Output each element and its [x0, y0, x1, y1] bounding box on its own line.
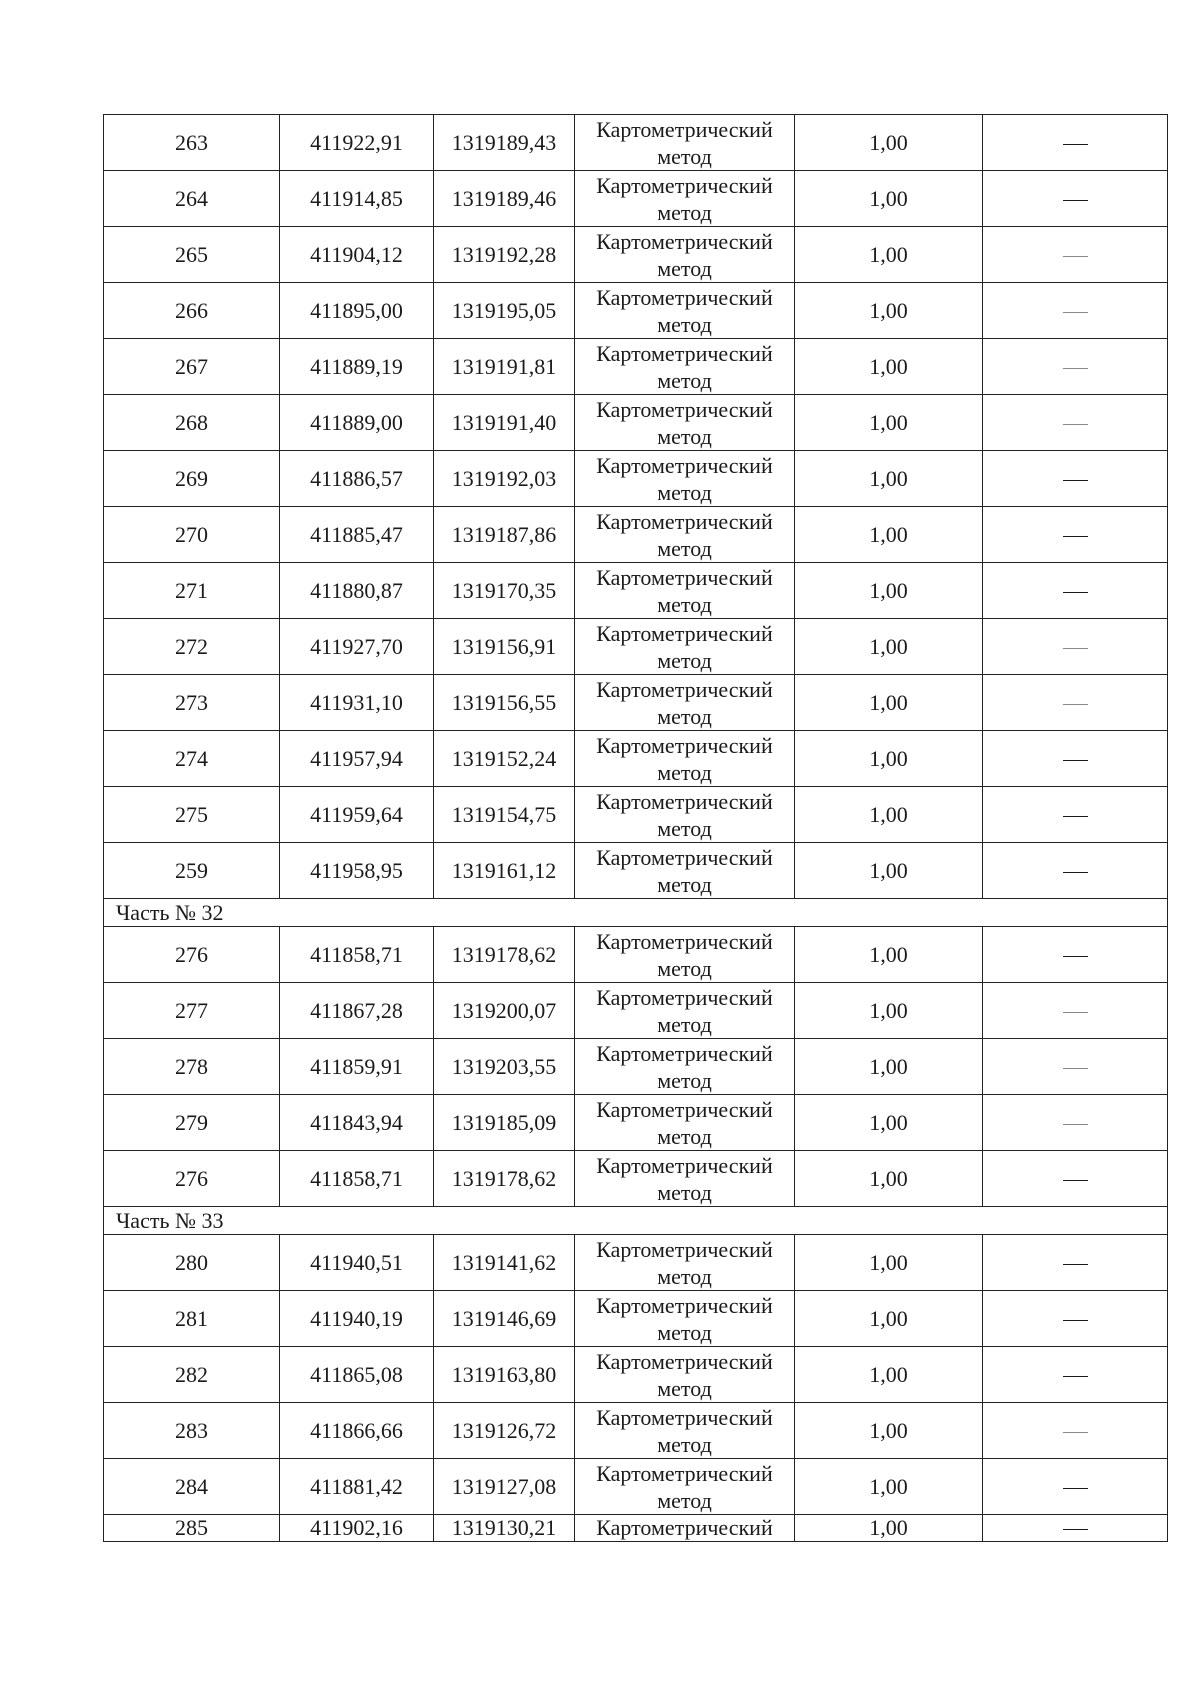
table-row	[104, 339, 1168, 395]
description-cell	[983, 1235, 1168, 1291]
x-coordinate-cell: 411958,95	[280, 843, 434, 899]
description-cell	[983, 563, 1168, 619]
point-number-cell: 278	[104, 1039, 280, 1095]
method-line-1: Картометрический	[596, 620, 773, 646]
method-line-2: метод	[657, 535, 712, 561]
description-cell	[983, 787, 1168, 843]
point-number-cell: 266	[104, 283, 280, 339]
dash-mark	[1063, 1320, 1088, 1321]
x-coordinate-cell: 411940,19	[280, 1291, 434, 1347]
method-line-2: метод	[657, 647, 712, 673]
table-row	[104, 1095, 1168, 1151]
accuracy-cell: 1,00	[795, 227, 983, 283]
accuracy-cell: 1,00	[795, 1151, 983, 1207]
table-row	[104, 1291, 1168, 1347]
x-coordinate-cell: 411858,71	[280, 927, 434, 983]
accuracy-cell: 1,00	[795, 675, 983, 731]
method-cell	[575, 451, 795, 507]
method-line-1: Картометрический	[596, 116, 773, 142]
description-cell	[983, 1291, 1168, 1347]
accuracy-cell: 1,00	[795, 171, 983, 227]
point-number-cell: 283	[104, 1403, 280, 1459]
section-header-row	[104, 899, 1168, 927]
method-line-1: Картометрический	[596, 1152, 773, 1178]
method-line-1: Картометрический	[596, 676, 773, 702]
x-coordinate-cell: 411889,00	[280, 395, 434, 451]
accuracy-cell: 1,00	[795, 451, 983, 507]
method-line-2: метод	[657, 1179, 712, 1205]
x-coordinate-cell: 411889,19	[280, 339, 434, 395]
description-cell	[983, 1095, 1168, 1151]
accuracy-cell: 1,00	[795, 1459, 983, 1515]
table-row	[104, 787, 1168, 843]
method-line-1: Картометрический	[596, 844, 773, 870]
y-coordinate-cell: 1319185,09	[434, 1095, 575, 1151]
method-line-1: Картометрический	[596, 508, 773, 534]
table-row	[104, 1347, 1168, 1403]
x-coordinate-cell: 411858,71	[280, 1151, 434, 1207]
method-line-2: метод	[657, 1011, 712, 1037]
description-cell	[983, 1403, 1168, 1459]
method-cell	[575, 395, 795, 451]
point-number-cell: 280	[104, 1235, 280, 1291]
table-row	[104, 619, 1168, 675]
point-number-cell: 267	[104, 339, 280, 395]
method-line-2: метод	[657, 759, 712, 785]
point-number-cell: 281	[104, 1291, 280, 1347]
point-number-cell: 270	[104, 507, 280, 563]
y-coordinate-cell: 1319195,05	[434, 283, 575, 339]
y-coordinate-cell: 1319189,43	[434, 115, 575, 171]
accuracy-cell: 1,00	[795, 927, 983, 983]
method-line-2: метод	[657, 591, 712, 617]
coordinates-table	[103, 114, 1168, 1542]
y-coordinate-cell: 1319203,55	[434, 1039, 575, 1095]
accuracy-cell: 1,00	[795, 1291, 983, 1347]
y-coordinate-cell: 1319156,91	[434, 619, 575, 675]
method-line-2: метод	[657, 1487, 712, 1513]
method-cell	[575, 563, 795, 619]
method-cell	[575, 115, 795, 171]
y-coordinate-cell: 1319146,69	[434, 1291, 575, 1347]
method-line-1: Картометрический	[596, 1292, 773, 1318]
point-number-cell: 264	[104, 171, 280, 227]
description-cell	[983, 171, 1168, 227]
point-number-cell: 272	[104, 619, 280, 675]
method-line-2: метод	[657, 1375, 712, 1401]
table-row	[104, 1151, 1168, 1207]
dash-mark	[1063, 480, 1088, 481]
x-coordinate-cell: 411931,10	[280, 675, 434, 731]
x-coordinate-cell: 411914,85	[280, 171, 434, 227]
table-row	[104, 451, 1168, 507]
method-line-1: Картометрический	[596, 1348, 773, 1374]
method-line-2: метод	[657, 1123, 712, 1149]
description-cell	[983, 507, 1168, 563]
dash-mark	[1063, 956, 1088, 957]
method-line-1: Картометрический	[596, 452, 773, 478]
description-cell	[983, 1459, 1168, 1515]
dash-mark	[1063, 144, 1088, 145]
description-cell	[983, 1347, 1168, 1403]
method-line-2: метод	[657, 423, 712, 449]
method-cell	[575, 1235, 795, 1291]
x-coordinate-cell: 411880,87	[280, 563, 434, 619]
method-cell	[575, 227, 795, 283]
method-cell	[575, 1095, 795, 1151]
method-cell	[575, 507, 795, 563]
y-coordinate-cell: 1319156,55	[434, 675, 575, 731]
dash-mark	[1063, 200, 1088, 201]
accuracy-cell: 1,00	[795, 619, 983, 675]
accuracy-cell: 1,00	[795, 1039, 983, 1095]
description-cell	[983, 115, 1168, 171]
description-cell	[983, 339, 1168, 395]
method-cell	[575, 283, 795, 339]
y-coordinate-cell: 1319154,75	[434, 787, 575, 843]
y-coordinate-cell: 1319141,62	[434, 1235, 575, 1291]
accuracy-cell: 1,00	[795, 395, 983, 451]
method-cell	[575, 675, 795, 731]
method-line-2: метод	[657, 703, 712, 729]
table-row	[104, 283, 1168, 339]
accuracy-cell: 1,00	[795, 1347, 983, 1403]
method-line-1: Картометрический	[596, 396, 773, 422]
table-row	[104, 115, 1168, 171]
point-number-cell: 268	[104, 395, 280, 451]
method-cell	[575, 927, 795, 983]
method-cell	[575, 843, 795, 899]
description-cell	[983, 843, 1168, 899]
method-cell	[575, 983, 795, 1039]
point-number-cell: 271	[104, 563, 280, 619]
description-cell	[983, 619, 1168, 675]
point-number-cell: 265	[104, 227, 280, 283]
dash-mark	[1063, 1376, 1088, 1377]
y-coordinate-cell: 1319192,03	[434, 451, 575, 507]
x-coordinate-cell: 411885,47	[280, 507, 434, 563]
section-label: Часть № 32	[104, 899, 1168, 927]
method-line-2: метод	[657, 1067, 712, 1093]
table-row	[104, 675, 1168, 731]
x-coordinate-cell: 411957,94	[280, 731, 434, 787]
accuracy-cell: 1,00	[795, 1095, 983, 1151]
y-coordinate-cell: 1319191,40	[434, 395, 575, 451]
table-row	[104, 731, 1168, 787]
dash-mark	[1063, 1529, 1088, 1530]
description-cell	[983, 1039, 1168, 1095]
table-row	[104, 843, 1168, 899]
description-cell	[983, 927, 1168, 983]
method-line-2: метод	[657, 367, 712, 393]
coordinates-table-body	[104, 115, 1168, 1542]
x-coordinate-cell: 411886,57	[280, 451, 434, 507]
x-coordinate-cell: 411843,94	[280, 1095, 434, 1151]
method-cell	[575, 1151, 795, 1207]
y-coordinate-cell: 1319191,81	[434, 339, 575, 395]
y-coordinate-cell: 1319127,08	[434, 1459, 575, 1515]
method-line-1: Картометрический	[596, 1236, 773, 1262]
section-label: Часть № 33	[104, 1207, 1168, 1235]
method-cell	[575, 1459, 795, 1515]
table-row	[104, 1235, 1168, 1291]
y-coordinate-cell: 1319170,35	[434, 563, 575, 619]
description-cell	[983, 1515, 1168, 1542]
method-line-2: метод	[657, 199, 712, 225]
table-row	[104, 1459, 1168, 1515]
accuracy-cell: 1,00	[795, 983, 983, 1039]
dash-mark	[1063, 536, 1088, 537]
method-line-2: метод	[657, 479, 712, 505]
method-line-2: метод	[657, 955, 712, 981]
table-row	[104, 227, 1168, 283]
method-line-1: Картометрический	[596, 172, 773, 198]
dash-mark	[1063, 1264, 1088, 1265]
y-coordinate-cell: 1319200,07	[434, 983, 575, 1039]
description-cell	[983, 983, 1168, 1039]
dash-mark	[1063, 424, 1088, 425]
description-cell	[983, 731, 1168, 787]
method-line-1: Картометрический	[596, 732, 773, 758]
description-cell	[983, 283, 1168, 339]
method-line-1: Картометрический	[596, 1096, 773, 1122]
y-coordinate-cell: 1319163,80	[434, 1347, 575, 1403]
dash-mark	[1063, 256, 1088, 257]
accuracy-cell: 1,00	[795, 843, 983, 899]
y-coordinate-cell: 1319161,12	[434, 843, 575, 899]
section-header-row	[104, 1207, 1168, 1235]
point-number-cell: 275	[104, 787, 280, 843]
method-line-1: Картометрический	[596, 284, 773, 310]
table-row	[104, 171, 1168, 227]
method-line-2: метод	[657, 815, 712, 841]
y-coordinate-cell: 1319178,62	[434, 1151, 575, 1207]
y-coordinate-cell: 1319152,24	[434, 731, 575, 787]
accuracy-cell: 1,00	[795, 1235, 983, 1291]
description-cell	[983, 451, 1168, 507]
description-cell	[983, 395, 1168, 451]
method-line-2: метод	[657, 143, 712, 169]
point-number-cell: 284	[104, 1459, 280, 1515]
accuracy-cell: 1,00	[795, 283, 983, 339]
x-coordinate-cell: 411881,42	[280, 1459, 434, 1515]
dash-mark	[1063, 704, 1088, 705]
accuracy-cell: 1,00	[795, 115, 983, 171]
method-line-1: Картометрический	[596, 984, 773, 1010]
point-number-cell: 274	[104, 731, 280, 787]
y-coordinate-cell: 1319178,62	[434, 927, 575, 983]
point-number-cell: 276	[104, 927, 280, 983]
table-row	[104, 563, 1168, 619]
dash-mark	[1063, 1488, 1088, 1489]
dash-mark	[1063, 592, 1088, 593]
table-row	[104, 927, 1168, 983]
x-coordinate-cell: 411866,66	[280, 1403, 434, 1459]
method-line-2: метод	[657, 1263, 712, 1289]
dash-mark	[1063, 1012, 1088, 1013]
dash-mark	[1063, 1124, 1088, 1125]
method-line-2: метод	[657, 311, 712, 337]
point-number-cell: 263	[104, 115, 280, 171]
x-coordinate-cell: 411959,64	[280, 787, 434, 843]
method-cell	[575, 731, 795, 787]
table-row	[104, 1039, 1168, 1095]
x-coordinate-cell: 411867,28	[280, 983, 434, 1039]
accuracy-cell: 1,00	[795, 507, 983, 563]
dash-mark	[1063, 872, 1088, 873]
method-line-1: Картометрический	[596, 928, 773, 954]
x-coordinate-cell: 411902,16	[280, 1515, 434, 1542]
method-line-1: Картометрический	[596, 564, 773, 590]
method-line-1: Картометрический	[596, 1515, 773, 1540]
dash-mark	[1063, 816, 1088, 817]
x-coordinate-cell: 411904,12	[280, 227, 434, 283]
x-coordinate-cell: 411865,08	[280, 1347, 434, 1403]
y-coordinate-cell: 1319187,86	[434, 507, 575, 563]
method-line-1: Картометрический	[596, 788, 773, 814]
method-line-1: Картометрический	[596, 1040, 773, 1066]
accuracy-cell: 1,00	[795, 339, 983, 395]
description-cell	[983, 675, 1168, 731]
point-number-cell: 273	[104, 675, 280, 731]
table-row	[104, 1403, 1168, 1459]
y-coordinate-cell: 1319192,28	[434, 227, 575, 283]
method-line-2: метод	[657, 1319, 712, 1345]
method-cell	[575, 171, 795, 227]
point-number-cell: 285	[104, 1515, 280, 1542]
y-coordinate-cell: 1319130,21	[434, 1515, 575, 1542]
dash-mark	[1063, 1432, 1088, 1433]
table-row	[104, 983, 1168, 1039]
method-cell	[575, 1515, 795, 1542]
method-cell	[575, 619, 795, 675]
point-number-cell: 269	[104, 451, 280, 507]
x-coordinate-cell: 411895,00	[280, 283, 434, 339]
accuracy-cell: 1,00	[795, 731, 983, 787]
dash-mark	[1063, 312, 1088, 313]
method-line-2: метод	[657, 1431, 712, 1457]
accuracy-cell: 1,00	[795, 787, 983, 843]
dash-mark	[1063, 648, 1088, 649]
method-line-1: Картометрический	[596, 228, 773, 254]
point-number-cell: 259	[104, 843, 280, 899]
point-number-cell: 279	[104, 1095, 280, 1151]
point-number-cell: 277	[104, 983, 280, 1039]
accuracy-cell: 1,00	[795, 1515, 983, 1542]
method-cell	[575, 1347, 795, 1403]
dash-mark	[1063, 1180, 1088, 1181]
dash-mark	[1063, 368, 1088, 369]
dash-mark	[1063, 1068, 1088, 1069]
description-cell	[983, 227, 1168, 283]
method-cell	[575, 1291, 795, 1347]
method-cell	[575, 1039, 795, 1095]
accuracy-cell: 1,00	[795, 563, 983, 619]
table-row	[104, 1515, 1168, 1542]
method-line-1: Картометрический	[596, 1460, 773, 1486]
method-cell	[575, 339, 795, 395]
accuracy-cell: 1,00	[795, 1403, 983, 1459]
method-line-1: Картометрический	[596, 340, 773, 366]
table-row	[104, 395, 1168, 451]
description-cell	[983, 1151, 1168, 1207]
y-coordinate-cell: 1319189,46	[434, 171, 575, 227]
x-coordinate-cell: 411859,91	[280, 1039, 434, 1095]
point-number-cell: 282	[104, 1347, 280, 1403]
method-cell	[575, 1403, 795, 1459]
y-coordinate-cell: 1319126,72	[434, 1403, 575, 1459]
dash-mark	[1063, 760, 1088, 761]
table-row	[104, 507, 1168, 563]
method-line-1: Картометрический	[596, 1404, 773, 1430]
x-coordinate-cell: 411922,91	[280, 115, 434, 171]
x-coordinate-cell: 411940,51	[280, 1235, 434, 1291]
method-cell	[575, 787, 795, 843]
method-line-2: метод	[657, 255, 712, 281]
point-number-cell: 276	[104, 1151, 280, 1207]
method-line-2: метод	[657, 871, 712, 897]
x-coordinate-cell: 411927,70	[280, 619, 434, 675]
